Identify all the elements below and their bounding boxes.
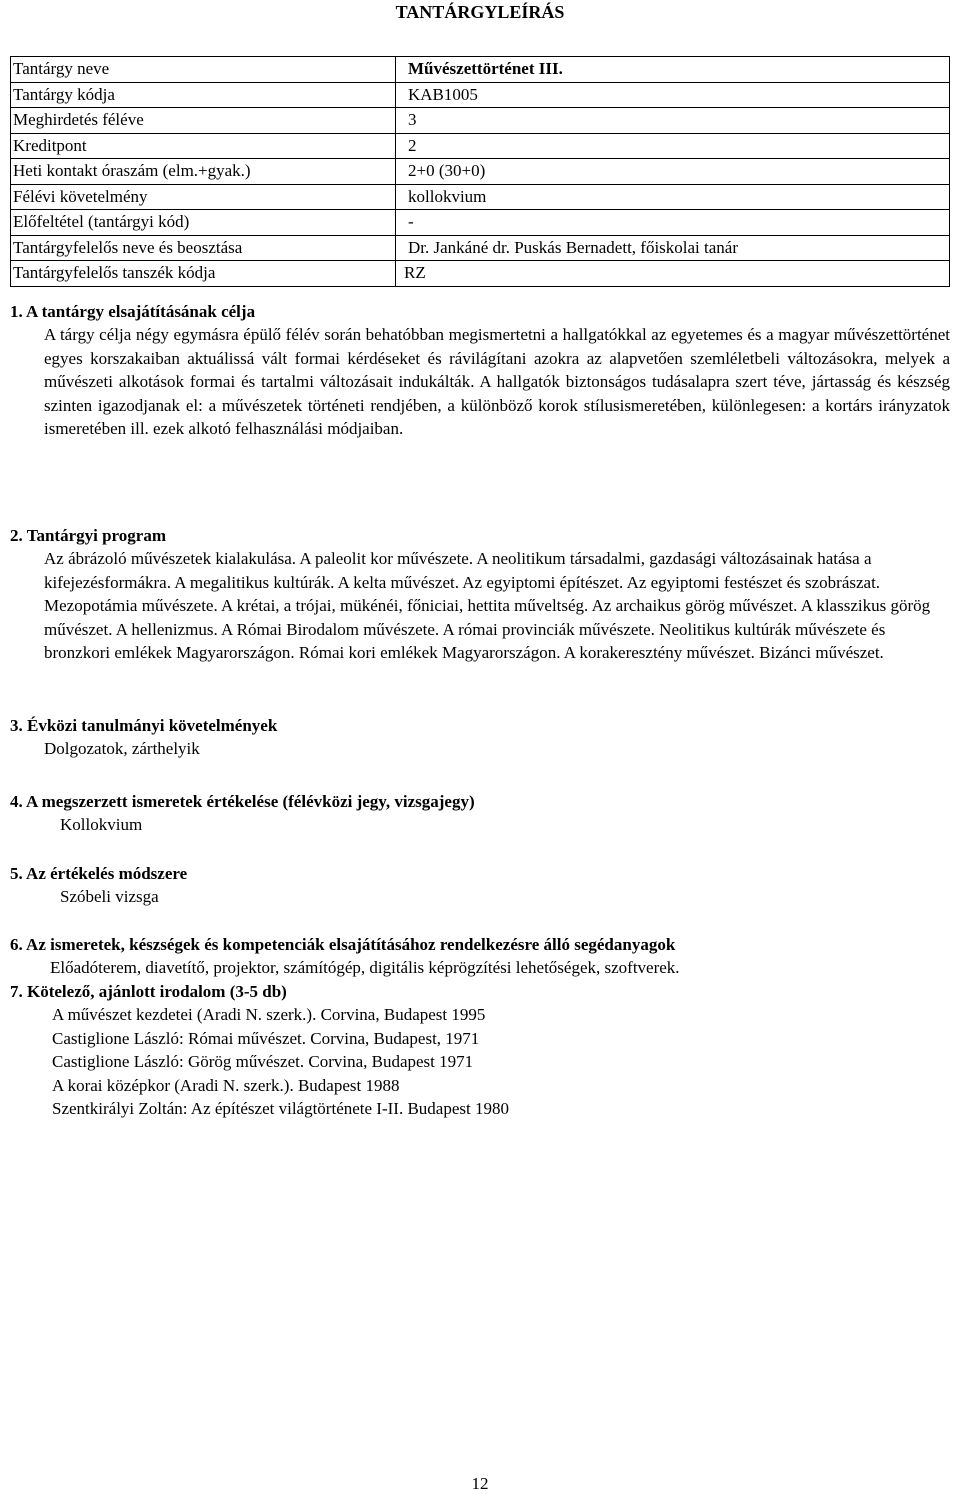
info-label: Előfeltétel (tantárgyi kód): [11, 210, 396, 235]
section-text: Az ábrázoló művészetek kialakulása. A paleolit kor művészete. A neolitikum társadalmi, gazdasági változásainak hatása a kifejezésformákra. A megalitikus kultúrák. A kelta művészet. Az egyiptomi építészet. Az egyiptomi festészet és szobrászat. Mezopotámia művészete. A krétai, a trójai, mükénéi, főniciai, hettita műveltség. Az archaikus görög művészet. A klasszikus görög művészet. A hellenizmus. A Római Birodalom művészete. A római provinciák művészete. Neolitikus kultúrák művészete és bronzkori emlékek Magyarországon. Római kori emlékek Magyarországon. A korakeresztény művészet. Bizánci művészet.: [44, 549, 931, 663]
literature-list: [52, 1003, 950, 1121]
list-item: Szentkirályi Zoltán: Az építészet világtörténete I-II. Budapest 1980: [52, 1099, 509, 1118]
section-text: Dolgozatok, zárthelyik: [44, 739, 200, 758]
document-title: TANTÁRGYLEÍRÁS: [395, 2, 565, 22]
info-value: KAB1005: [408, 84, 478, 104]
info-label: Kreditpont: [11, 134, 396, 159]
section-method: [10, 862, 950, 909]
info-row-credits: [11, 134, 949, 160]
section-heading: 7. Kötelező, ajánlott irodalom (3-5 db): [10, 982, 287, 1001]
section-text: Szóbeli vizsga: [60, 887, 159, 906]
info-label: Tantárgy kódja: [11, 83, 396, 108]
info-value: Művészettörténet III.: [408, 59, 563, 78]
list-item: A művészet kezdetei (Aradi N. szerk.). Corvina, Budapest 1995: [52, 1005, 486, 1024]
course-info-table: [10, 56, 950, 287]
section-heading: 6. Az ismeretek, készségek és kompetenciák elsajátításához rendelkezésre álló segédanyagok: [10, 935, 676, 954]
info-row-responsible: [11, 236, 949, 262]
section-evaluation: [10, 790, 950, 837]
section-objective: [10, 300, 950, 441]
info-label: Heti kontakt óraszám (elm.+gyak.): [11, 159, 396, 184]
section-heading: 2. Tantárgyi program: [10, 526, 167, 545]
section-text: Kollokvium: [60, 815, 143, 834]
info-label: Tantárgyfelelős tanszék kódja: [11, 261, 396, 286]
info-label: Tantárgy neve: [11, 57, 396, 82]
section-requirements: [10, 714, 950, 761]
section-heading: 5. Az értékelés módszere: [10, 864, 188, 883]
info-label: Meghirdetés féléve: [11, 108, 396, 133]
info-value: 2+0 (30+0): [408, 161, 486, 180]
section-text: Előadóterem, diavetítő, projektor, számítógép, digitális képrögzítési lehetőségek, szoftverek.: [50, 958, 680, 977]
list-item: Castiglione László: Római művészet. Corvina, Budapest, 1971: [52, 1028, 480, 1048]
section-heading: 1. A tantárgy elsajátításának célja: [10, 302, 256, 321]
info-value: RZ: [404, 263, 426, 282]
info-value: -: [408, 212, 414, 231]
info-value: 3: [408, 110, 417, 129]
info-label: Félévi követelmény: [11, 185, 396, 210]
list-item: Castiglione László: Görög művészet. Corvina, Budapest 1971: [52, 1052, 474, 1071]
section-heading: 4. A megszerzett ismeretek értékelése (félévközi jegy, vizsgajegy): [10, 792, 475, 811]
section-resources: [10, 933, 950, 980]
info-value: kollokvium: [408, 186, 487, 206]
info-value: Dr. Jankáné dr. Puskás Bernadett, főiskolai tanár: [408, 237, 739, 257]
section-text: A tárgy célja négy egymásra épülő félév során behatóbban megismertetni a hallgatókkal az egyetemes és a magyar művészettörténet egyes korszakaiban aktuálissá vált formai kérdéseket és rávilágítani azokra az alapvetően szemléletbeli változásokra, melyek a művészeti alkotások formai és tartalmi változásait indukálták. A hallgatók biztonságos tudásalapra szert téve, jártasság és készség szinten igazodjanak el: a művészetek történeti rendjében, a különböző korok stílusismeretében, különlegesen: a kortárs irányzatok ismeretében ill. ezek alkotó felhasználási módjaiban.: [44, 325, 950, 439]
section-literature: [10, 980, 950, 1121]
page-number: 12: [471, 1474, 489, 1493]
info-row-department: [11, 261, 949, 286]
info-row-course-code: [11, 83, 949, 109]
info-row-prerequisite: [11, 210, 949, 236]
section-program: [10, 524, 950, 665]
info-row-requirement: [11, 185, 949, 211]
info-row-contact-hours: [11, 159, 949, 185]
info-value: 2: [408, 135, 417, 155]
info-row-semester: [11, 108, 949, 134]
info-label: Tantárgyfelelős neve és beosztása: [11, 236, 396, 261]
section-heading: 3. Évközi tanulmányi követelmények: [10, 716, 278, 735]
list-item: A korai középkor (Aradi N. szerk.). Budapest 1988: [52, 1075, 400, 1095]
info-row-course-name: [11, 57, 949, 83]
